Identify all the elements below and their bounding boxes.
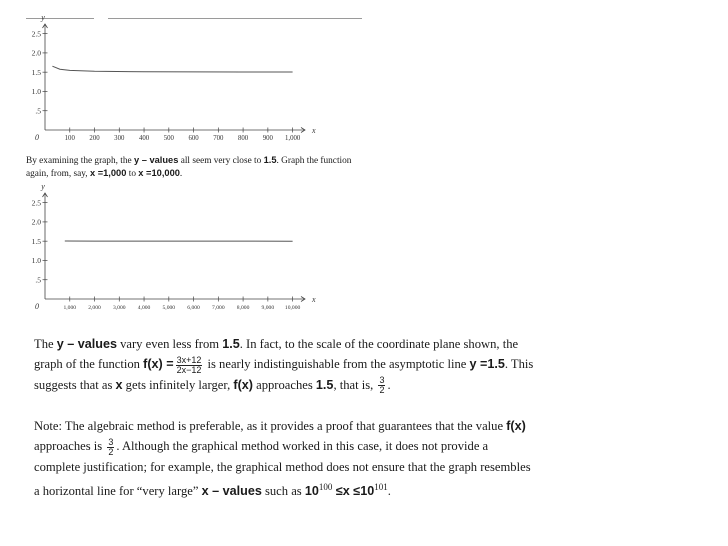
origin-label: 0 xyxy=(35,302,39,311)
p1-text-d: to xyxy=(126,169,139,179)
x-tick-label: 400 xyxy=(138,135,150,142)
p2-x: x xyxy=(115,377,123,392)
p3-power-base-2: 10 xyxy=(360,483,375,498)
p2-text-b: vary even less from xyxy=(116,337,223,351)
x-tick-label: 6,000 xyxy=(187,305,200,311)
x-axis-label: x xyxy=(312,126,316,135)
y-tick-label: 2.5 xyxy=(31,198,41,208)
x-tick-label: 3,000 xyxy=(112,305,126,311)
y-axis-label: y xyxy=(41,182,45,191)
x-tick-label: 800 xyxy=(237,135,249,142)
p2-half-num: 3 xyxy=(379,375,385,386)
p1-y-values: y – values xyxy=(133,155,179,165)
p1-text-c: . Graph the function again, from, say, xyxy=(26,156,352,179)
p3-text-d: such as xyxy=(261,483,305,498)
p2-value-2: 1.5 xyxy=(315,377,334,392)
p2-text-a: The xyxy=(34,337,57,351)
y-tick-label: .5 xyxy=(35,275,41,285)
y-axis-label: y xyxy=(41,13,45,22)
p3-half-num: 3 xyxy=(108,436,114,447)
p2-text-e: . This suggests that as xyxy=(34,357,534,392)
x-axis-label: x xyxy=(312,295,316,304)
p3-half-den: 2 xyxy=(108,446,114,457)
p3-power-base-1: 10 xyxy=(304,483,319,498)
x-tick-label: 4,000 xyxy=(137,305,151,311)
p2-text-h: , that is, xyxy=(333,377,377,392)
x-tick-label: 1,000 xyxy=(284,135,301,142)
x-tick-label: 700 xyxy=(213,135,224,142)
p2-value-1: 1.5 xyxy=(222,337,240,351)
p2-half-den: 2 xyxy=(379,385,385,396)
p1-text-a: By examining the graph, the xyxy=(26,156,134,166)
x-tick-label: 600 xyxy=(188,135,199,142)
p2-text-i: . xyxy=(387,377,391,392)
p2-frac-den: 2x−12 xyxy=(176,364,202,375)
p3-text-c: . Although the graphical method worked in this case, it does not provide a complete justification; for example, the graphical method does not ensure that the graph resembles a horizontal line for “very large” xyxy=(34,439,531,498)
p3-exponent-2: 101 xyxy=(374,481,388,492)
p3-fx: f(x) xyxy=(506,419,526,433)
x-tick-label: 100 xyxy=(64,135,75,142)
p3-text-b: approaches is xyxy=(34,439,106,453)
p3-text-a: Note: The algebraic method is preferable, as it provides a proof that guarantees that the value xyxy=(34,419,507,433)
p1-text-e: . xyxy=(179,169,183,179)
x-tick-label: 300 xyxy=(114,135,125,142)
y-tick-label: 2.0 xyxy=(31,217,41,227)
paragraph-note xyxy=(34,416,534,501)
x-tick-label: 200 xyxy=(89,135,100,142)
p3-three-halves xyxy=(107,438,114,457)
y-tick-label: 1.5 xyxy=(31,236,41,246)
x-tick-label: 1,000 xyxy=(63,305,77,311)
p2-fraction xyxy=(176,356,203,375)
p2-text-c: . In fact, to the scale of the coordinate plane shown, the graph of the function xyxy=(34,337,519,371)
p1-text-b: all seem very close to xyxy=(178,156,264,166)
x-tick-label: 5,000 xyxy=(162,305,176,311)
p2-asymptote: y =1.5 xyxy=(469,357,505,371)
x-tick-label: 9,000 xyxy=(261,305,275,311)
y-tick-label: 1.5 xyxy=(31,67,41,77)
x-tick-label: 2,000 xyxy=(88,305,101,311)
y-tick-label: 1.0 xyxy=(31,87,41,97)
p3-text-e: . xyxy=(387,483,391,498)
p2-three-halves xyxy=(378,376,385,395)
y-tick-label: 2.0 xyxy=(31,48,41,58)
x-tick-label: 900 xyxy=(262,135,273,142)
paragraph-y-values xyxy=(34,334,534,395)
p2-text-d: is nearly indistinguishable from the asymptotic line xyxy=(204,357,470,371)
x-tick-label: 10,000 xyxy=(284,305,301,311)
p3-inequality: ≤x ≤ xyxy=(332,483,361,498)
p2-text-f: gets infinitely larger, xyxy=(122,377,234,392)
x-tick-label: 7,000 xyxy=(212,305,225,311)
p1-x-start: x =1,000 xyxy=(89,168,127,178)
p2-text-g: approaches xyxy=(252,377,316,392)
p2-fx: f(x) xyxy=(233,377,253,392)
p2-frac-num: 3x+12 xyxy=(176,354,202,365)
p1-x-end: x =10,000 xyxy=(138,168,180,178)
y-tick-label: .5 xyxy=(35,106,41,116)
p3-x-values: x – values xyxy=(201,483,262,498)
p1-value: 1.5 xyxy=(263,155,277,165)
y-tick-label: 1.0 xyxy=(31,256,41,266)
origin-label: 0 xyxy=(35,133,39,142)
x-tick-label: 500 xyxy=(163,135,174,142)
p2-y-values: y – values xyxy=(56,337,117,351)
x-tick-label: 8,000 xyxy=(236,305,250,311)
y-tick-label: 2.5 xyxy=(31,29,41,39)
p3-exponent-1: 100 xyxy=(318,481,333,492)
p2-function: f(x) = xyxy=(143,357,174,371)
